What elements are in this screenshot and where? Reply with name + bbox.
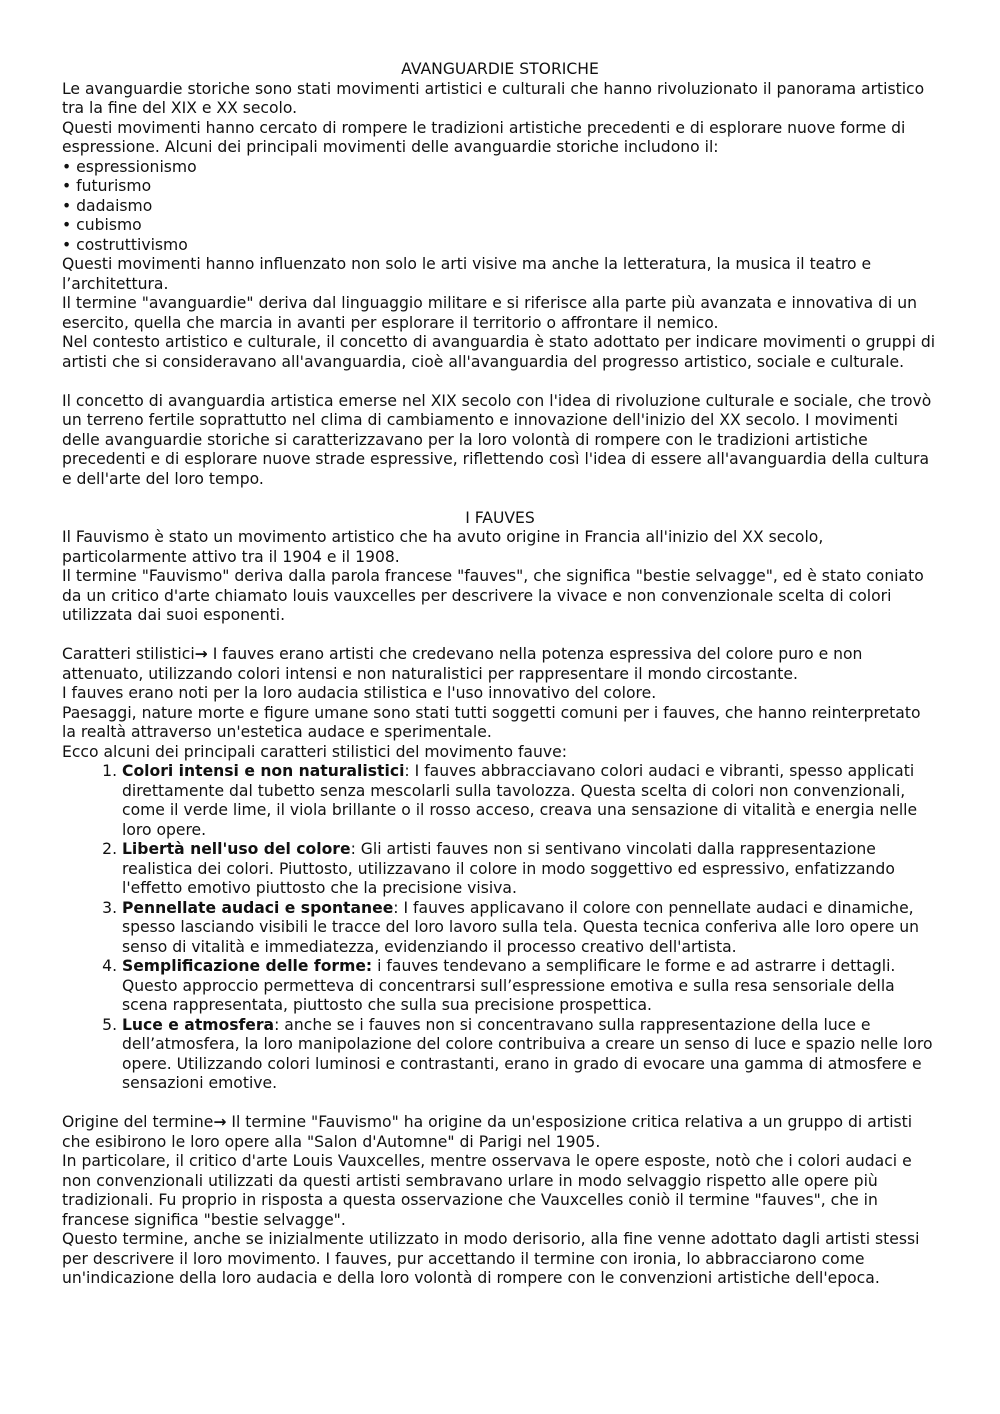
list-item	[122, 899, 938, 958]
spacer	[62, 1094, 938, 1114]
spacer	[62, 372, 938, 392]
paragraph-audacia: I fauves erano noti per la loro audacia stilistica e l'uso innovativo del colore.	[62, 684, 657, 702]
list-item	[122, 957, 938, 1016]
list-item: • espressionismo	[62, 158, 938, 178]
origine-text: Il termine "Fauvismo" ha origine da un'esposizione critica relativa a un gruppo di artisti che esibirono le loro opere alla "Salon d'Automne" di Parigi nel 1905.	[62, 1113, 913, 1151]
caratteri-label: Caratteri stilistici	[62, 645, 195, 663]
style-text: i fauves tendevano a semplificare le forme e ad astrarre i dettagli. Questo approccio permetteva di concentrarsi sull’espressione emotiva e sulla resa sensoriale della scena rappresentata, piuttosto che sulla sua precisione prospettica.	[122, 957, 896, 1014]
style-text: : I fauves abbracciavano colori audaci e vibranti, spesso applicati direttamente dal tubetto senza mescolarli sulla tavolozza. Questa scelta di colori non convenzionali, come il verde lime, il viola brillante o il rosso acceso, creava una sensazione di vitalità e energia nelle loro opere.	[122, 762, 918, 839]
arrow-icon: →	[213, 1113, 227, 1131]
paragraph-caratteri	[62, 645, 938, 684]
style-text: : anche se i fauves non si concentravano sulla rappresentazione della luce e dell’atmosfera, la loro manipolazione del colore contribuiva a creare un senso di luce e spazio nelle loro opere. Utilizzando colori luminosi e contrastanti, erano in grado di evocare una gamma di atmosfere e sensazioni emotive.	[122, 1015, 933, 1092]
paragraph-vauxcelles: In particolare, il critico d'arte Louis Vauxcelles, mentre osservava le opere esposte, notò che i colori audaci e non convenzionali utilizzati da questi artisti sembravano urlare in modo selvaggio rispetto alle opere più tradizionali. Fu proprio in risposta a questa osservazione che Vauxcelles coniò il termine "fauves", che in francese significa "bestie selvagge".	[62, 1152, 912, 1229]
paragraph-ecco: Ecco alcuni dei principali caratteri stilistici del movimento fauve:	[62, 742, 567, 761]
paragraph-concetto: Il concetto di avanguardia artistica emerse nel XIX secolo con l'idea di rivoluzione culturale e sociale, che trovò un terreno fertile soprattutto nel clima di cambiamento e innovazione dell'inizio del XX secolo. I movimenti delle avanguardie storiche si caratterizzavano per la loro volontà di rompere con le tradizioni artistiche precedenti e di esplorare nuove strade espressive, riflettendo così l'idea di essere all'avanguardia della cultura e dell'arte del loro tempo.	[62, 391, 932, 488]
list-item	[122, 1016, 938, 1094]
paragraph-origine	[62, 1113, 938, 1152]
style-text: : Gli artisti fauves non si sentivano vincolati dalla rappresentazione realistica dei colori. Piuttosto, utilizzavano il colore in modo soggettivo ed espressivo, enfatizzando l'effetto emotivo piuttosto che la precisione visiva.	[122, 840, 895, 897]
title-avanguardie: AVANGUARDIE STORICHE	[401, 60, 599, 78]
paragraph-contesto: Nel contesto artistico e culturale, il concetto di avanguardia è stato adottato per indicare movimenti o gruppi di artisti che si consideravano all'avanguardia, cioè all'avanguardia del progresso artistico, sociale e culturale.	[62, 333, 936, 371]
list-item	[122, 762, 938, 840]
list-item: • costruttivismo	[62, 236, 938, 256]
style-term: Libertà nell'uso del colore	[122, 840, 351, 858]
title-fauves: I FAUVES	[465, 508, 535, 527]
styles-list	[62, 762, 938, 1094]
style-term: Colori intensi e non naturalistici	[122, 762, 405, 780]
style-term: Semplificazione delle forme:	[122, 957, 373, 975]
arrow-icon: →	[194, 645, 208, 663]
list-item: • dadaismo	[62, 197, 938, 217]
paragraph-movimenti: Questi movimenti hanno cercato di rompere le tradizioni artistiche precedenti e di esplorare nuove forme di espressione. Alcuni dei principali movimenti delle avanguardie storiche includono il:	[62, 118, 906, 156]
paragraph-fauvismo: Il Fauvismo è stato un movimento artistico che ha avuto origine in Francia all'inizio del XX secolo, particolarmente attivo tra il 1904 e il 1908.	[62, 528, 824, 566]
list-item: • futurismo	[62, 177, 938, 197]
style-term: Luce e atmosfera	[122, 1015, 275, 1034]
list-item	[122, 840, 938, 899]
style-text: : I fauves applicavano il colore con pennellate audaci e dinamiche, spesso lasciando visibili le tracce del loro lavoro sulla tela. Questa tecnica conferiva alle loro opere un senso di vitalità e immediatezza, evidenziando il processo creativo dell'artista.	[122, 898, 920, 956]
paragraph-intro: Le avanguardie storiche sono stati movimenti artistici e culturali che hanno rivoluzionato il panorama artistico tra la fine del XIX e XX secolo.	[62, 79, 925, 117]
origine-label: Origine del termine	[62, 1113, 214, 1131]
caratteri-text: I fauves erano artisti che credevano nella potenza espressiva del colore puro e non attenuato, utilizzando colori intensi e non naturalistici per rappresentare il mondo circostante.	[62, 645, 863, 683]
paragraph-soggetti: Paesaggi, nature morte e figure umane sono stati tutti soggetti comuni per i fauves, che hanno reinterpretato la realtà attraverso un'estetica audace e sperimentale.	[62, 703, 921, 741]
list-item: • cubismo	[62, 216, 938, 236]
spacer	[62, 626, 938, 646]
movements-list	[62, 158, 938, 256]
paragraph-termine: Il termine "avanguardie" deriva dal linguaggio militare e si riferisce alla parte più avanzata e innovativa di un esercito, quella che marcia in avanti per esplorare il territorio o affrontare il nemico.	[62, 294, 918, 332]
paragraph-influenza: Questi movimenti hanno influenzato non solo le arti visive ma anche la letteratura, la musica il teatro e l’architettura.	[62, 255, 872, 293]
style-term: Pennellate audaci e spontanee	[122, 898, 394, 917]
spacer	[62, 489, 938, 509]
paragraph-fauvismo-termine: Il termine "Fauvismo" deriva dalla parola francese "fauves", che significa "bestie selvagge", ed è stato coniato da un critico d'arte chiamato louis vauxcelles per descrivere la vivace e non convenzionale scelta di colori utilizzata dai suoi esponenti.	[62, 567, 924, 624]
paragraph-adottato: Questo termine, anche se inizialmente utilizzato in modo derisorio, alla fine venne adottato dagli artisti stessi per descrivere il loro movimento. I fauves, pur accettando il termine con ironia, lo abbracciarono come un'indicazione della loro audacia e della loro volontà di rompere con le convenzioni artistiche dell'epoca.	[62, 1230, 920, 1287]
